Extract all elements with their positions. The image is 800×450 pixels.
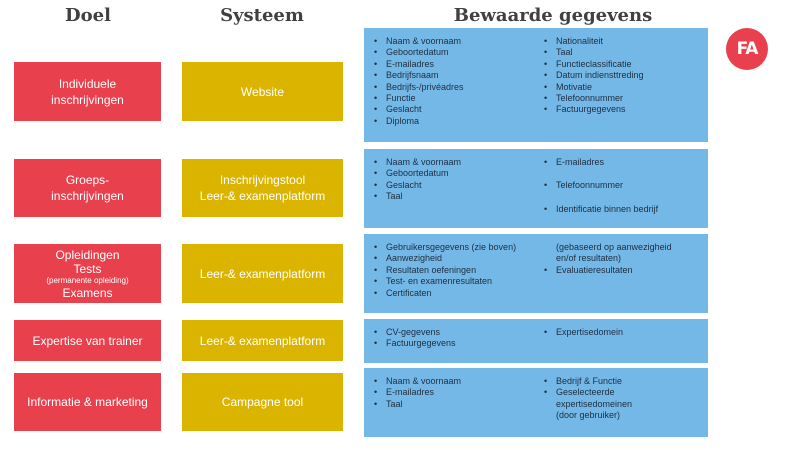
list-item: • Diploma [374,116,534,127]
systeem-line: Campagne tool [221,395,304,409]
systeem-website [182,62,343,121]
list-item: • Taal [374,191,534,202]
list-item: • Evaluatieresultaten [544,265,704,276]
list-item: • Datum indiensttreding [544,70,704,81]
gegevens-list-left [374,376,534,410]
list-item: • Taal [374,399,534,410]
doel-opleidingen-tests-examens [14,244,161,303]
doel-line: Tests [73,261,102,276]
gegevens-expertise-van-trainer [364,319,708,363]
gegevens-opleidingen [364,234,708,313]
systeem-line: Inschrijvingstool [219,173,306,187]
list-item: • E-mailadres [374,59,534,70]
gegevens-groeps-inschrijvingen [364,149,708,228]
gegevens-informatie-marketing [364,368,708,437]
list-item: • Naam & voornaam [374,376,534,387]
list-item: en/of resultaten) [556,253,622,264]
list-item: • Factuurgegevens [544,104,704,115]
list-item: (gebaseerd op aanwezigheid [556,242,672,252]
gegevens-list-right [544,242,704,276]
list-item: • CV-gegevens [374,327,534,338]
gegevens-list-right [544,327,704,338]
systeem-line: Website [240,84,285,99]
list-item: • Identificatie binnen bedrijf [544,204,704,215]
list-item: • Motivatie [544,82,704,93]
doel-line: Individuele [58,76,117,91]
list-item: • Resultaten oefeningen [374,265,534,276]
gegevens-list-left [374,36,534,127]
gegevens-list-right [544,376,704,422]
systeem-campagne-tool [182,373,343,431]
gegevens-list-left [374,157,534,203]
doel-individuele-inschrijvingen [14,62,161,121]
gegevens-list-left [374,327,534,350]
doel-line: Expertise van trainer [32,333,143,348]
list-item: • Taal [544,47,704,58]
doel-expertise-van-trainer [14,320,161,361]
list-item: expertisedomeinen [556,398,633,409]
doel-line: Examens [62,285,113,300]
list-item: • Geslacht [374,104,534,115]
list-item: • Nationaliteit [544,36,704,47]
gegevens-list-right [544,157,704,215]
doel-line: Informatie & marketing [27,395,148,409]
doel-line: inschrijvingen [51,92,124,107]
doel-line: Opleidingen [55,247,120,262]
list-item: • Bedrijfs-/privéadres [374,82,534,93]
systeem-leer-examenplatform-2 [182,320,343,361]
header-doel: Doel [65,5,111,26]
systeem-line: Leer-& examenplatform [199,266,326,281]
header-bewaarde-gegevens: Bewaarde gegevens [453,5,653,26]
list-item: • Geboortedatum [374,47,534,58]
list-item: • E-mailadres [374,387,534,398]
list-item: • Factuurgegevens [374,338,534,349]
list-item: • Bedrijfsnaam [374,70,534,81]
doel-line: inschrijvingen [51,189,124,203]
doel-line-small: (permanente opleiding) [46,275,129,285]
list-item: • Telefoonnummer [544,93,704,104]
list-item: • Certificaten [374,288,534,299]
doel-line: Groeps- [65,173,110,187]
list-item: • Aanwezigheid [374,253,534,264]
list-item: • E-mailadres [544,157,704,168]
list-item: • Gebruikersgegevens (zie boven) [374,242,534,253]
list-item: • Naam & voornaam [374,36,534,47]
list-item: (door gebruiker) [556,410,621,421]
list-item: • Naam & voornaam [374,157,534,168]
list-item: • Test- en examenresultaten [374,276,534,287]
list-item: • Geselecteerde [544,387,704,398]
gegevens-list-left [374,242,534,299]
list-item: • Bedrijf & Functie [544,376,704,387]
systeem-line: Leer-& examenplatform [199,189,326,203]
list-item: • Geboortedatum [374,168,534,179]
doel-groeps-inschrijvingen [14,159,161,217]
gegevens-list-right [544,36,704,116]
header-systeem: Systeem [220,5,304,26]
list-item: • Geslacht [374,180,534,191]
list-item: • Expertisedomein [544,327,704,338]
systeem-inschrijvingstool [182,159,343,217]
systeem-leer-examenplatform [182,244,343,303]
gegevens-individuele-inschrijvingen [364,28,708,142]
fa-logo: FA [726,28,768,70]
list-item: • Functieclassificatie [544,59,704,70]
doel-informatie-marketing [14,373,161,431]
list-item: • Telefoonnummer [544,180,704,191]
list-item: • Functie [374,93,534,104]
systeem-line: Leer-& examenplatform [199,333,326,348]
